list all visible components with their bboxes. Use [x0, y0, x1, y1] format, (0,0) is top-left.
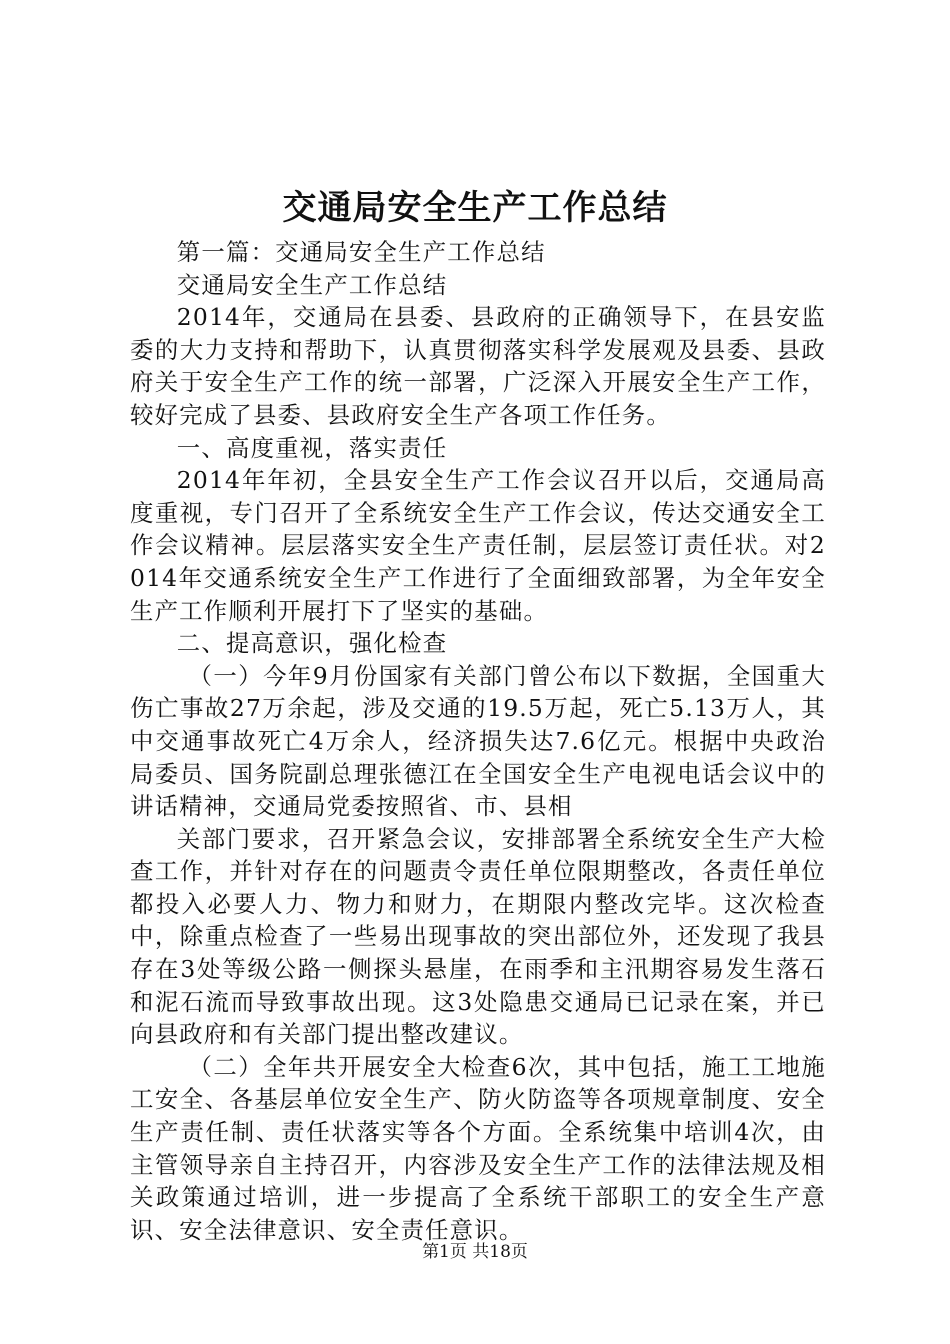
heading-section-2: 二、提高意识，强化检查 [176, 629, 448, 658]
section-heading: 第一篇：交通局安全生产工作总结 [176, 238, 546, 266]
paragraph-item-2: （二）全年共开展安全大检查6次，其中包括，施工工地施工安全、各基层单位安全生产、防火防盗等各项规章制度、安全生产责任制、责任状落实等各个方面。全系统集中培训4次，由主管领导亲自主持召开，内容涉及安全生产工作的法律法规及相关政策通过培训，进一步提高了全系统干部职工的安全生产意识、安全法律意识、安全责任意识。 [130, 1052, 826, 1244]
subtitle: 交通局安全生产工作总结 [176, 270, 448, 299]
document-body [130, 236, 826, 1246]
document-title: 交通局安全生产工作总结 [282, 188, 668, 228]
page-indicator: 第1页 共18页 [422, 1242, 528, 1262]
paragraph-intro: 2014年，交通局在县委、县政府的正确领导下，在县安监委的大力支持和帮助下，认真贯彻落实科学发展观及县委、县政府关于安全生产工作的统一部署，广泛深入开展安全生产工作，较好完成了县委、县政府安全生产各项工作任务。 [130, 303, 826, 429]
paragraph-item-1-continued: 关部门要求，召开紧急会议，安排部署全系统安全生产大检查工作，并针对存在的问题责令责任单位限期整改，各责任单位都投入必要人力、物力和财力，在期限内整改完毕。这次检查中，除重点检查了一些易出现事故的突出部位外，还发现了我县存在3处等级公路一侧探头悬崖，在雨季和主汛期容易发生落石和泥石流而导致事故出现。这3处隐患交通局已记录在案，并已向县政府和有关部门提出整改建议。 [130, 824, 826, 1049]
paragraph-section-1: 2014年年初，全县安全生产工作会议召开以后，交通局高度重视，专门召开了全系统安全生产工作会议，传达交通安全工作会议精神。层层落实安全生产责任制，层层签订责任状。对2014年交通系统安全生产工作进行了全面细致部署，为全年安全生产工作顺利开展打下了坚实的基础。 [130, 466, 826, 625]
heading-section-1: 一、高度重视，落实责任 [176, 433, 448, 462]
paragraph-item-1: （一）今年9月份国家有关部门曾公布以下数据，全国重大伤亡事故27万余起，涉及交通的19.5万起，死亡5.13万人，其中交通事故死亡4万余人，经济损失达7.6亿元。根据中央政治局委员、国务院副总理张德江在全国安全生产电视电话会议中的讲话精神，交通局党委按照省、市、县相 [130, 661, 826, 821]
